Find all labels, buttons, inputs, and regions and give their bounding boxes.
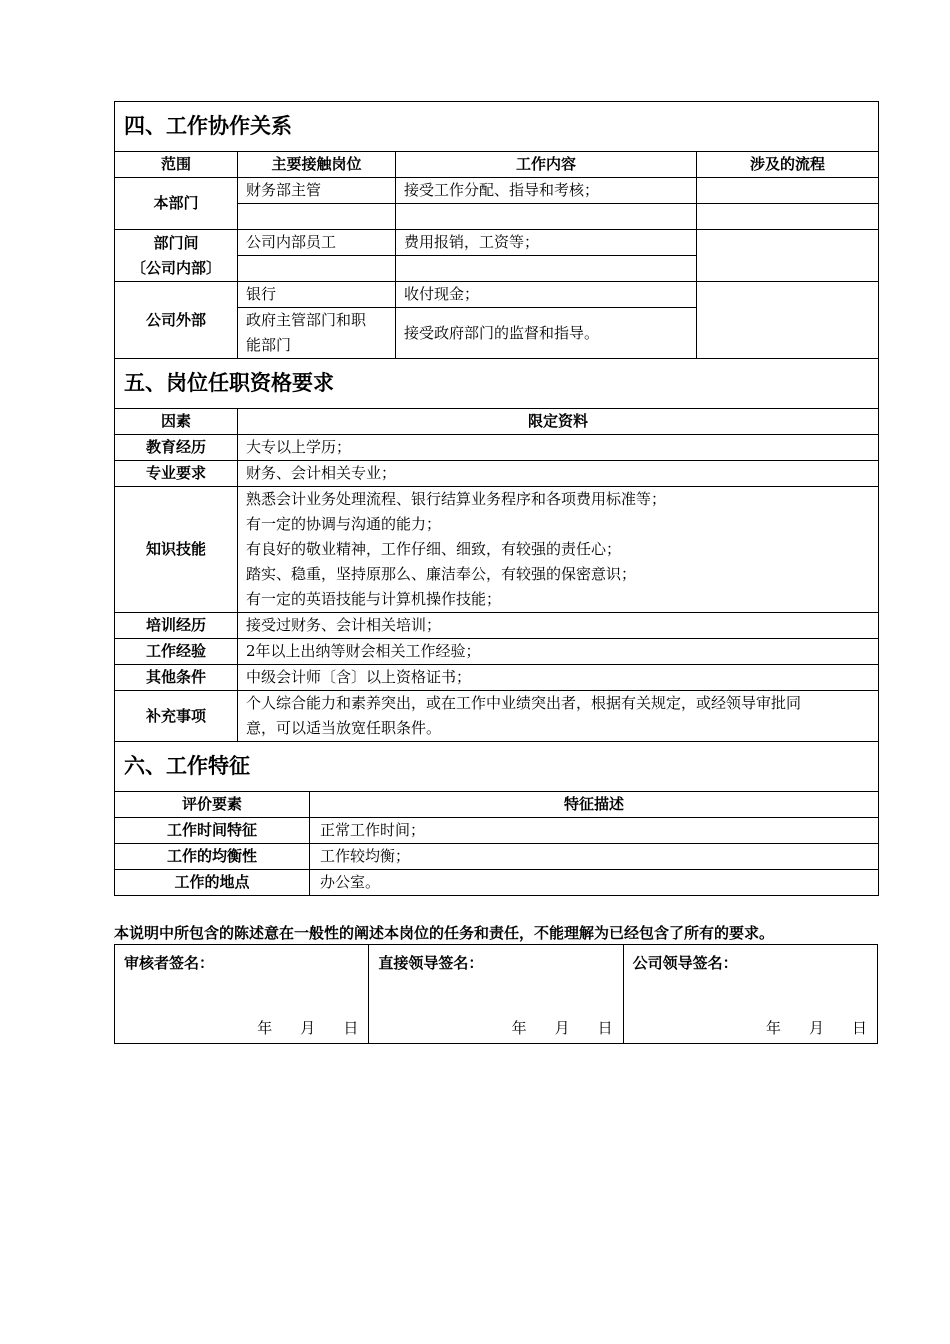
contact-post [238,308,396,359]
year-label: 年 [257,1019,273,1037]
work-content: 收付现金； [396,282,697,308]
factor-detail: 财务、会计相关专业； [238,461,879,487]
month-label: 月 [554,1019,570,1037]
reviewer-signature-cell[interactable] [115,945,369,1044]
date-line [738,1016,867,1041]
month-label: 月 [808,1019,824,1037]
work-content: 接受工作分配、指导和考核； [396,178,697,204]
table-row [115,665,879,691]
reviewer-signature-label: 审核者签名： [124,954,215,972]
table-row [115,870,879,896]
post-line: 政府主管部门和职 [246,311,367,329]
date-line [484,1016,613,1041]
section5-header-row [115,409,879,435]
table-row [115,639,879,665]
company-leader-signature-cell[interactable] [623,945,877,1044]
section5-title: 五、岗位任职资格要求 [115,359,879,409]
main-table [114,101,879,742]
contact-post: 银行 [238,282,396,308]
detail-line: 意，可以适当放宽任职条件。 [246,719,442,737]
header-process: 涉及的流程 [697,152,879,178]
contact-post [238,256,396,282]
process-cell [697,230,879,282]
year-label: 年 [511,1019,527,1037]
section4-title: 四、工作协作关系 [115,102,879,152]
section6-header-row [115,792,879,818]
factor-label: 其他条件 [115,665,238,691]
process-cell [697,178,879,204]
detail-line: 有一定的英语技能与计算机操作技能； [246,590,502,608]
header-scope: 范围 [115,152,238,178]
table-row [115,691,879,742]
contact-post: 财务部主管 [238,178,396,204]
day-label: 日 [343,1019,359,1037]
header-content: 工作内容 [396,152,697,178]
table-row [115,435,879,461]
table-row [115,613,879,639]
header-eval-factor: 评价要素 [115,792,310,818]
detail-line: 有良好的敬业精神，工作仔细、细致，有较强的责任心； [246,540,622,558]
section4-header-row [115,152,879,178]
work-content [396,256,697,282]
process-cell [697,282,879,359]
table-row [115,844,879,870]
disclaimer-note: 本说明中所包含的陈述意在一般性的阐述本岗位的任务和责任，不能理解为已经包含了所有的要求。 [114,924,775,942]
header-factor: 因素 [115,409,238,435]
post-line: 能部门 [246,336,292,354]
date-line [229,1016,358,1041]
factor-detail: 中级会计师〔含〕以上资格证书； [238,665,879,691]
header-feature-desc: 特征描述 [310,792,879,818]
job-description-page [114,101,878,1044]
contact-post: 公司内部员工 [238,230,396,256]
process-cell [697,204,879,230]
signature-table [114,944,878,1044]
detail-line: 个人综合能力和素养突出，或在工作中业绩突出者，根据有关规定，或经领导审批同 [246,694,802,712]
feature-desc: 办公室。 [310,870,879,896]
eval-factor: 工作的地点 [115,870,310,896]
factor-label: 培训经历 [115,613,238,639]
factor-detail: 大专以上学历； [238,435,879,461]
factor-label: 专业要求 [115,461,238,487]
day-label: 日 [597,1019,613,1037]
factor-detail [238,487,879,613]
day-label: 日 [851,1019,867,1037]
table-row [115,461,879,487]
detail-line: 熟悉会计业务处理流程、银行结算业务程序和各项费用标准等； [246,490,667,508]
work-content: 接受政府部门的监督和指导。 [396,308,697,359]
eval-factor: 工作的均衡性 [115,844,310,870]
table-row [115,230,879,256]
direct-leader-signature-label: 直接领导签名： [378,954,484,972]
factor-label: 补充事项 [115,691,238,742]
factor-detail [238,691,879,742]
header-detail: 限定资料 [238,409,879,435]
detail-line: 有一定的协调与沟通的能力； [246,515,442,533]
feature-desc: 工作较均衡； [310,844,879,870]
section6-title: 六、工作特征 [115,742,879,792]
factor-label: 知识技能 [115,487,238,613]
scope-line: 部门间 [153,233,199,252]
month-label: 月 [300,1019,316,1037]
table-row [115,487,879,613]
factor-detail: 2年以上出纳等财会相关工作经验； [238,639,879,665]
scope-own-dept: 本部门 [115,178,238,230]
scope-external: 公司外部 [115,282,238,359]
factor-label: 工作经验 [115,639,238,665]
work-content [396,204,697,230]
contact-post [238,204,396,230]
company-leader-signature-label: 公司领导签名： [632,954,738,972]
year-label: 年 [765,1019,781,1037]
table-row [115,818,879,844]
factor-detail: 接受过财务、会计相关培训； [238,613,879,639]
table-row [115,282,879,308]
header-post: 主要接触岗位 [238,152,396,178]
scope-line: 〔公司内部〕 [130,258,221,277]
feature-table [114,741,879,896]
factor-label: 教育经历 [115,435,238,461]
direct-leader-signature-cell[interactable] [369,945,623,1044]
scope-inter-dept [115,230,238,282]
detail-line: 踏实、稳重，坚持原那么、廉洁奉公，有较强的保密意识； [246,565,637,583]
table-row [115,178,879,204]
feature-desc: 正常工作时间； [310,818,879,844]
work-content: 费用报销，工资等； [396,230,697,256]
eval-factor: 工作时间特征 [115,818,310,844]
